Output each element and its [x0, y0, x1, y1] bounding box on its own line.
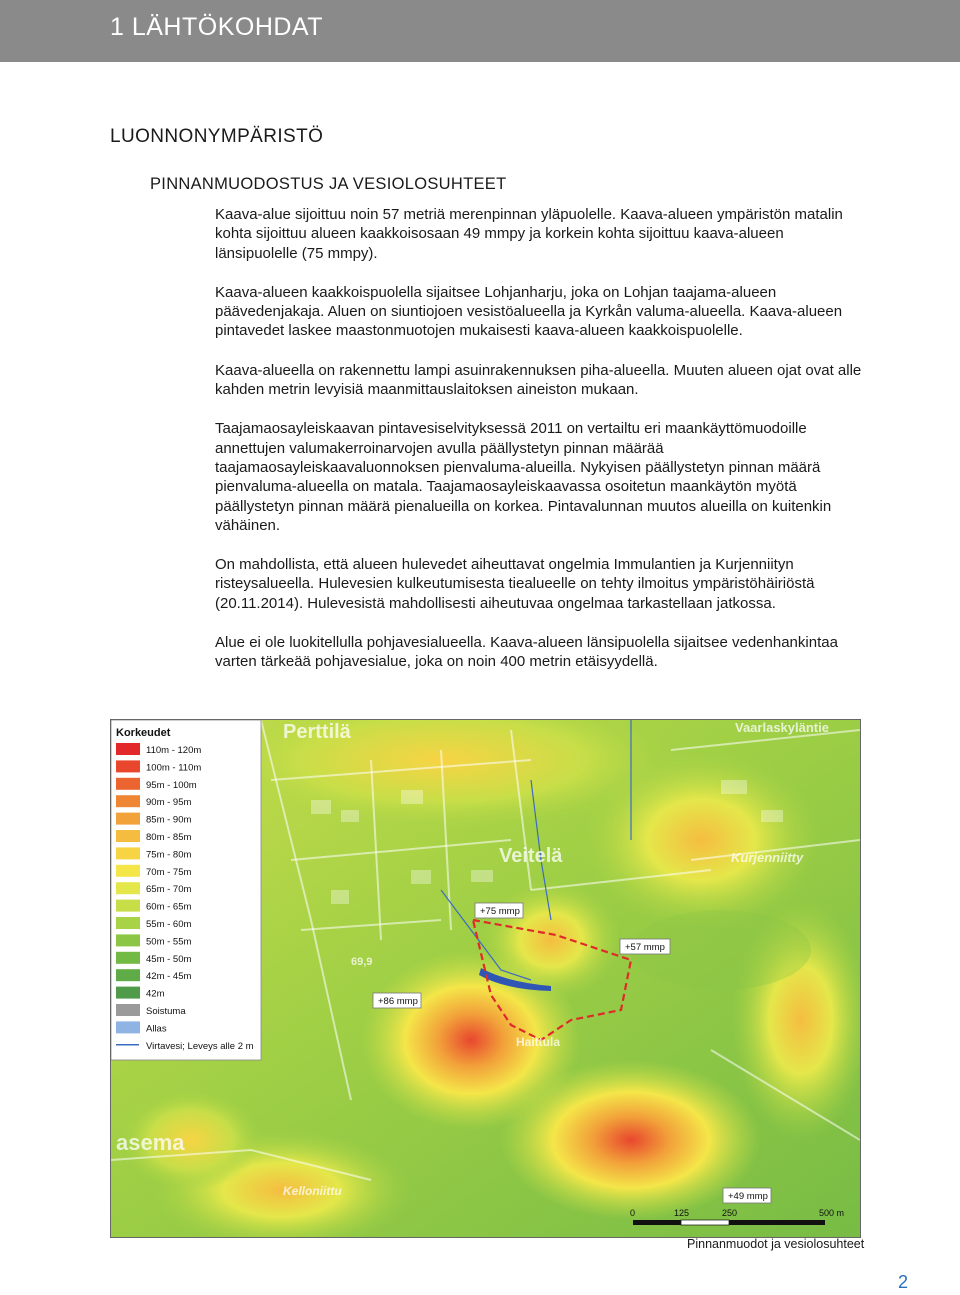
legend-label: 80m - 85m — [146, 832, 192, 843]
legend-swatch — [116, 743, 140, 755]
place-label: Haittula — [516, 1035, 561, 1049]
legend-swatch — [116, 778, 140, 790]
legend-label: 50m - 55m — [146, 936, 192, 948]
spot-height: 69,9 — [351, 956, 373, 968]
paragraph: On mahdollista, että alueen hulevedet aiheuttavat ongelmia Immulantien ja Kurjenniityn risteysalueella. Hulevesien kulkeutumisesta tiealueelle on tehty ilmoitus ympäristöhäiriöstä (20.11.2014). Hulevesistä mahdollisesti aiheutuvaa ongelmaa tarkastellaan jatkossa. — [215, 556, 815, 612]
paragraph: Kaava-alueella on rakennettu lampi asuinrakennuksen piha-alueella. Muuten alueen ojat ovat alle kahden metrin levyisiä maanmittauslaitoksen aineiston mukaan. — [215, 361, 862, 399]
legend-label: 85m - 90m — [146, 814, 192, 826]
legend-item — [116, 917, 191, 930]
place-label: asema — [116, 1130, 185, 1155]
legend-label: Virtavesi; Leveys alle 2 m — [146, 1040, 254, 1052]
callout-57 — [620, 939, 670, 954]
legend-item — [116, 795, 191, 808]
legend-item — [116, 830, 191, 843]
svg-text:+57 mmp: +57 mmp — [625, 942, 665, 953]
legend-item — [116, 969, 191, 982]
scale-label: 250 — [722, 1208, 738, 1218]
legend-swatch — [116, 917, 140, 929]
legend-swatch — [116, 830, 140, 842]
svg-text:+75 mmp: +75 mmp — [480, 906, 520, 917]
legend-label: 110m - 120m — [146, 745, 202, 756]
legend-label: 42m - 45m — [146, 971, 192, 983]
place-label: Veitelä — [499, 845, 563, 867]
svg-text:+86 mmp: +86 mmp — [378, 996, 418, 1007]
legend-item — [116, 1004, 186, 1017]
legend-label: 42m — [146, 988, 165, 1000]
legend-item — [116, 760, 201, 773]
legend-item — [116, 865, 191, 878]
legend-item — [116, 882, 191, 895]
subsection-title: PINNANMUODOSTUS JA VESIOLOSUHTEET — [150, 175, 507, 193]
chapter-title: 1 LÄHTÖKOHDAT — [110, 13, 324, 41]
legend-swatch — [116, 987, 140, 999]
paragraph: Taajamaosayleiskaavan pintavesiselvityksessä 2011 on vertailtu eri maankäyttömuodoille annettujen valumakerroinarvojen avulla päällystetyn pinnan määrää taajamaosayleiskaavaluonnoksen pienvaluma-alueilla. Nykyisen päällystetyn pinnan määrä pienvaluma-alueella on matala. Taajamaosayleiskaavassa osoitetun maankäytön myötä päällystetyn pinnan määrä pienalueilla on korkea. Pintavalunnan muutos alueilla on kuitenkin vähäinen. — [215, 420, 832, 534]
legend-swatch — [116, 760, 140, 772]
legend — [111, 720, 261, 1060]
legend-label: 95m - 100m — [146, 779, 197, 791]
legend-label: 100m - 110m — [146, 762, 202, 774]
place-label: Kurjenniitty — [731, 850, 804, 865]
legend-item — [116, 952, 191, 965]
legend-item — [116, 743, 201, 756]
callout-49 — [723, 1188, 771, 1203]
legend-label: Soistuma — [146, 1006, 186, 1017]
legend-swatch — [116, 969, 140, 981]
legend-swatch — [116, 1021, 140, 1033]
paragraph: Alue ei ole luokitellulla pohjavesialueella. Kaava-alueen länsipuolella sijaitsee vedenhankintaa varten tärkeää pohjavesialue, joka on noin 400 metrin etäisyydellä. — [215, 634, 838, 671]
place-label: Perttilä — [283, 721, 351, 743]
legend-label: 90m - 95m — [146, 797, 192, 809]
legend-swatch — [116, 952, 140, 964]
legend-label: 60m - 65m — [146, 901, 192, 913]
legend-label: 70m - 75m — [146, 866, 192, 878]
body-text — [215, 205, 865, 692]
legend-swatch — [116, 934, 140, 946]
legend-item — [116, 778, 197, 791]
paragraph: Kaava-alueen kaakkoispuolella sijaitsee Lohjanharju, joka on Lohjan taajama-alueen päävedenjakaja. Aluen on siuntiojoen vesistöalueella ja Kyrkån valuma-alueella. Kaava-alueen pintavedet laskee maastonmuotojen mukaisesti kaava-alueen kaakkoispuolelle. — [215, 283, 843, 340]
legend-swatch — [116, 813, 140, 825]
legend-item — [116, 813, 191, 826]
scale-label: 0 — [630, 1208, 636, 1218]
legend-item — [116, 934, 191, 947]
section-title: LUONNONYMPÄRISTÖ — [110, 126, 324, 147]
scale-label: 500 m — [819, 1208, 845, 1218]
place-label: Vaarlaskyläntie — [735, 720, 829, 735]
paragraph: Kaava-alue sijoittuu noin 57 metriä merenpinnan yläpuolelle. Kaava-alueen ympäristön matalin kohta sijoittuu alueen kaakkoisosaan 49 mmpy ja korkein kohta sijoittuu kaava-alueen länsipuolelle (75 mmpy). — [215, 206, 843, 262]
chapter-header-bar — [0, 0, 960, 62]
legend-title: Korkeudet — [116, 727, 171, 739]
scale-label: 125 — [674, 1208, 690, 1218]
legend-swatch — [116, 900, 140, 912]
legend-swatch — [116, 795, 140, 807]
callout-75 — [475, 903, 523, 918]
legend-label: 45m - 50m — [146, 953, 192, 965]
svg-text:+49 mmp: +49 mmp — [728, 1191, 768, 1202]
legend-swatch — [116, 847, 140, 859]
legend-label: 75m - 80m — [146, 849, 192, 861]
legend-label: 65m - 70m — [146, 884, 192, 896]
legend-label: Allas — [146, 1023, 167, 1035]
page-number: 2 — [898, 1272, 909, 1292]
legend-swatch — [116, 882, 140, 894]
legend-item — [116, 900, 191, 913]
callout-86 — [373, 993, 421, 1008]
map-caption: Pinnanmuodot ja vesiolosuhteet — [687, 1237, 865, 1251]
legend-item — [116, 847, 191, 860]
elevation-map — [110, 719, 861, 1238]
legend-swatch — [116, 865, 140, 877]
place-label: Kelloniittu — [283, 1184, 342, 1198]
legend-swatch — [116, 1004, 140, 1016]
legend-label: 55m - 60m — [146, 919, 192, 930]
